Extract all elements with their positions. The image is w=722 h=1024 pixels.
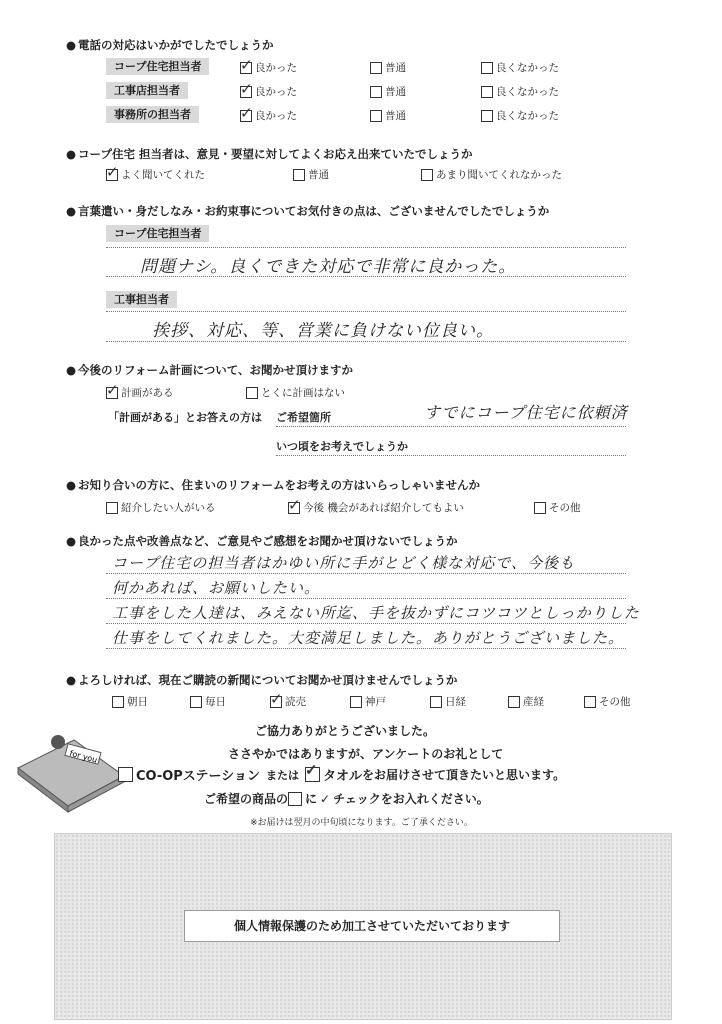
gift-tag-text: for you [68,748,99,765]
dotted-line [106,276,626,277]
q3-coop-answer[interactable]: 問題ナシ。良くできた対応で非常に良かった。 [140,257,517,277]
q5-opt3[interactable]: その他 [534,500,581,515]
checkbox-icon [508,696,520,708]
checkbox-checked-icon [106,387,118,399]
q4-opt1[interactable]: ✓ 計画がある [106,385,174,400]
dotted-line [106,341,626,342]
q5-opt1[interactable]: 紹介したい人がいる [106,500,216,515]
checkbox-icon [481,86,493,98]
checkbox-icon [370,86,382,98]
q7-title: ● よろしければ、現在ご購読の新聞についてお聞かせ頂けませんでしょうか [66,672,457,688]
dotted-line [106,623,626,624]
q6-title: ● 良かった点や改善点など、ご意見やご感想をお聞かせ頂けないでしょうか [66,533,458,549]
q1-row2-opt2[interactable]: 普通 [370,84,406,99]
q1-row3-opt1[interactable]: ✓ 良かった [240,108,297,123]
checkmark-icon: ✓ [320,791,331,806]
dotted-line [106,598,626,599]
q7-opt-asahi[interactable]: 朝日 [112,694,148,709]
checkbox-icon [112,696,124,708]
checkbox-icon [584,696,596,708]
q1-row1-label: コープ住宅担当者 [106,58,209,75]
q6-line3[interactable]: 工事をした人達は、みえない所迄、手を抜かずにコツコツとしっかりした [112,604,640,622]
delivery-note: ※お届けは翌月の中旬頃になります。ご了承ください。 [250,818,473,828]
checkbox-checked-icon [270,696,282,708]
instruction-row: ご希望の商品の に ✓ チェックをお入れください。 [204,791,489,806]
coop-station-checkbox[interactable] [118,767,133,782]
thanks-line2: ささやかではありますが、アンケートのお礼として [228,747,504,761]
checkbox-icon [293,169,305,181]
checkbox-checked-icon [240,110,252,122]
checkbox-icon [370,62,382,74]
q6-line1[interactable]: コープ住宅の担当者はかゆい所に手がとどく様な対応で、今後も [112,554,575,572]
q1-row3-opt3[interactable]: 良くなかった [481,108,559,123]
dotted-line [106,573,626,574]
gift-choice-row [118,765,565,784]
q2-title: ● コープ住宅 担当者は、意見・要望に対してよくお応え出来ていたでしょうか [66,146,472,162]
q5-opt2[interactable]: ✓ 今後 機会があれば紹介してもよい [288,500,464,515]
sample-checkbox-icon [288,792,302,806]
coop-station-label: CO-OPステーション [136,769,261,784]
q2-opt3[interactable]: あまり聞いてくれなかった [421,167,562,182]
q1-row1-opt1[interactable]: ✓ 良かった [240,60,297,75]
q3-title: ● 言葉遣い・身だしなみ・お約束事についてお気付きの点は、ございませんでしたでしょうか [66,203,549,219]
q1-row2-label: 工事店担当者 [106,82,188,99]
checkbox-checked-icon [288,502,300,514]
q4-place-answer[interactable]: すでにコープ住宅に依頼済 [424,403,628,422]
dotted-line [276,455,626,456]
towel-checkbox[interactable] [305,767,320,782]
q2-opt2[interactable]: 普通 [293,167,329,182]
q6-line4[interactable]: 仕事をしてくれました。大変満足しました。ありがとうございました。 [112,629,625,647]
gift-box-icon [16,718,126,813]
checkbox-icon [421,169,433,181]
q4-plan-intro: 「計画がある」とお答えの方は [108,411,262,424]
q7-opt-other[interactable]: その他 [584,694,631,709]
q5-title: ● お知り合いの方に、住まいのリフォームをお考えの方はいらっしゃいませんか [66,477,480,493]
q1-title: ● 電話の対応はいかがでしたでしょうか [66,37,274,53]
q1-row3-label: 事務所の担当者 [106,106,199,123]
q3-coop-label: コープ住宅担当者 [106,225,209,242]
q7-opt-nikkei[interactable]: 日経 [430,694,466,709]
q4-when-label: いつ頃をお考えでしょうか [276,440,408,453]
q2-opt1[interactable]: ✓ よく聞いてくれた [106,167,205,182]
checkbox-icon [534,502,546,514]
checkbox-icon [106,502,118,514]
checkbox-icon [370,110,382,122]
or-label: または [266,768,300,782]
q1-row2-opt1[interactable]: ✓ 良かった [240,84,297,99]
q7-opt-yomiuri[interactable]: ✓ 読売 [270,694,306,709]
q4-place-label: ご希望箇所 [276,411,331,424]
q7-opt-sankei[interactable]: 産経 [508,694,544,709]
q6-line2[interactable]: 何かあれば、お願いしたい。 [112,579,321,597]
checkbox-icon [481,62,493,74]
towel-label: タオル [323,769,363,784]
q4-opt2[interactable]: とくに計画はない [246,385,345,400]
checkbox-checked-icon [240,86,252,98]
checkbox-checked-icon [240,62,252,74]
q7-opt-mainichi[interactable]: 毎日 [190,694,226,709]
checkbox-icon [246,387,258,399]
q1-row3-opt2[interactable]: 普通 [370,108,406,123]
dotted-line [106,648,626,649]
dotted-line [276,426,626,427]
dotted-line [106,247,626,248]
checkbox-checked-icon [106,169,118,181]
dotted-line [106,311,626,312]
q1-row1-opt2[interactable]: 普通 [370,60,406,75]
q3-koji-answer[interactable]: 挨拶、対応、等、営業に負けない位良い。 [152,321,494,341]
checkbox-icon [430,696,442,708]
q1-row1-opt3[interactable]: 良くなかった [481,60,559,75]
q7-opt-kobe[interactable]: 神戸 [350,694,386,709]
delivery-text: をお届けさせて頂きたいと思います。 [362,768,566,782]
thanks-line1: ご協力ありがとうございました。 [255,724,436,738]
checkbox-icon [350,696,362,708]
checkbox-icon [481,110,493,122]
q3-koji-label: 工事担当者 [106,291,177,308]
q4-title: ● 今後のリフォーム計画について、お聞かせ頂けますか [66,362,353,378]
q1-row2-opt3[interactable]: 良くなかった [481,84,559,99]
privacy-notice: 個人情報保護のため加工させていただいております [184,910,560,942]
checkbox-icon [190,696,202,708]
